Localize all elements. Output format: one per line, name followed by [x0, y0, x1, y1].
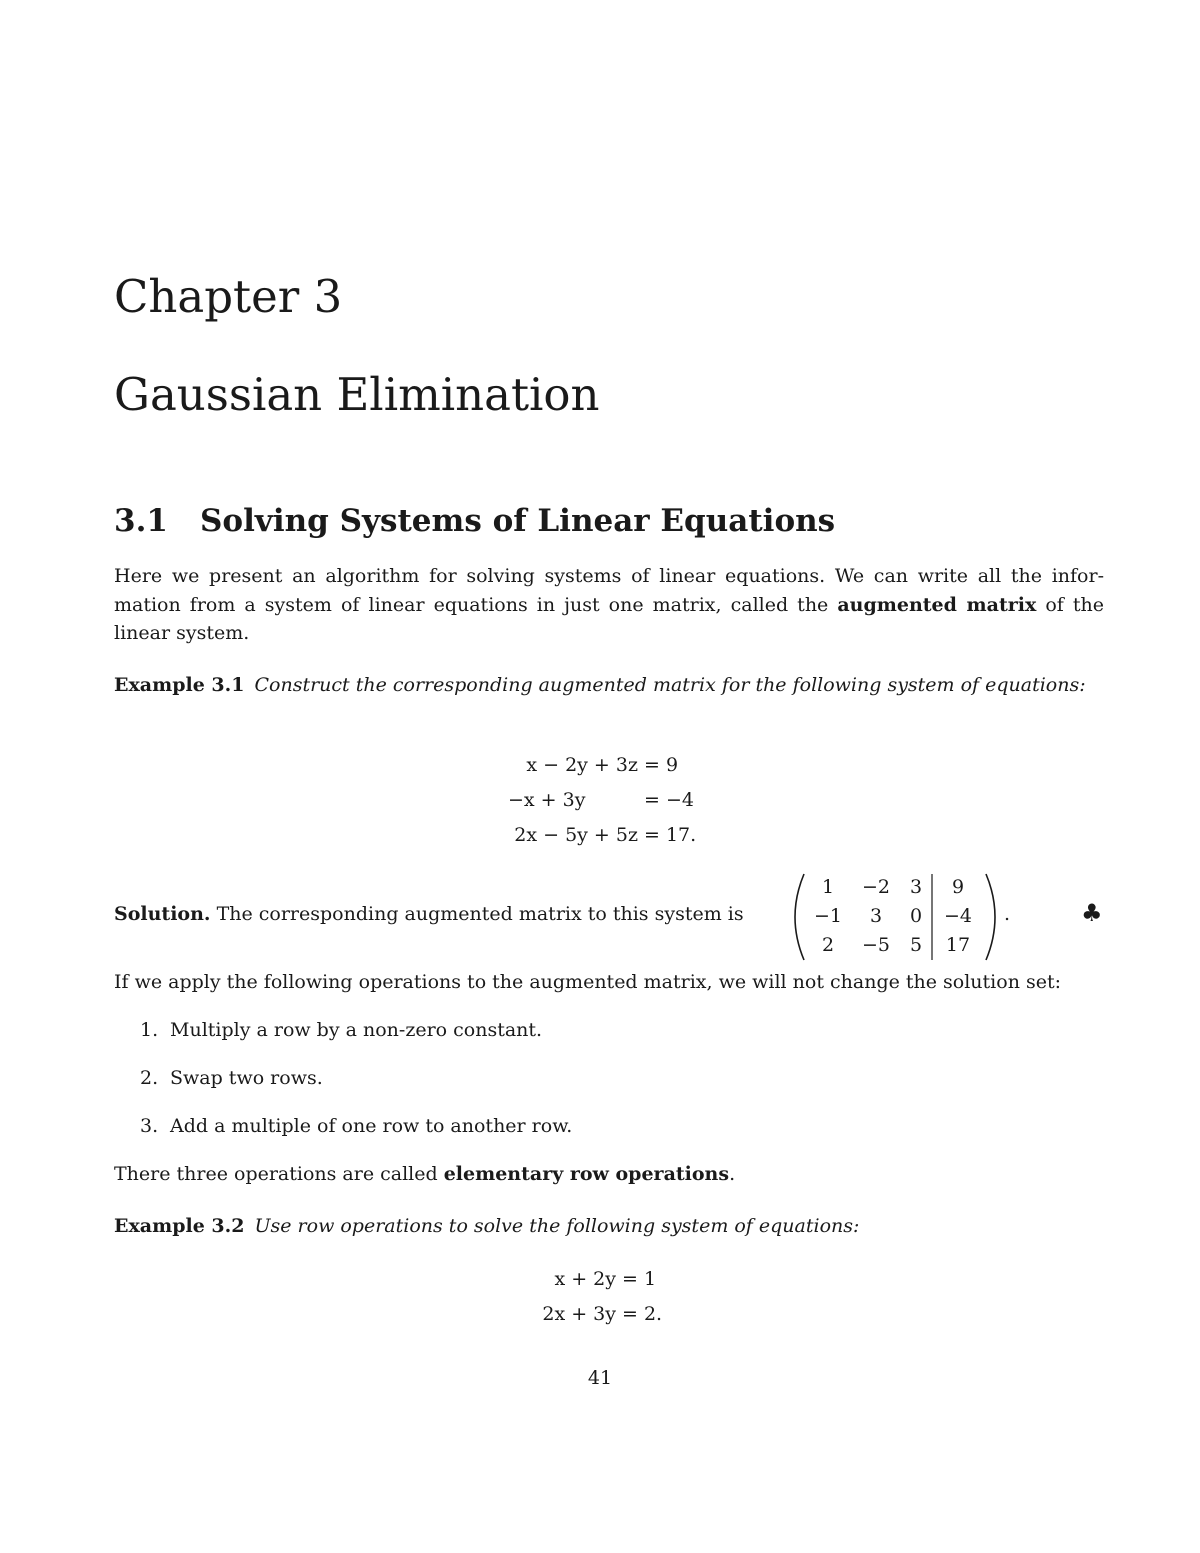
matrix-cell: 9	[951, 876, 965, 898]
augmented-matrix-term: augmented matrix	[837, 593, 1037, 616]
augmented-matrix	[790, 872, 1000, 962]
matrix-cell: −2	[861, 876, 890, 898]
matrix-cell: 5	[909, 934, 923, 956]
example-1-label: Example 3.1	[114, 674, 245, 696]
equation-lhs: 2x + 3y	[542, 1303, 616, 1325]
equation-rhs: = 1	[622, 1268, 657, 1290]
solution-line	[114, 900, 744, 928]
operations-summary	[114, 1160, 735, 1188]
chapter-label: Chapter 3	[114, 270, 343, 323]
operations-intro: If we apply the following operations to the augmented matrix, we will not change the solution set:	[114, 971, 1062, 993]
intro-paragraph	[114, 562, 1104, 648]
list-item-text: Multiply a row by a non-zero constant.	[170, 1019, 543, 1041]
intro-line-3: linear system.	[114, 622, 250, 644]
example-2-equations	[520, 1262, 662, 1332]
club-icon: ♣	[1081, 899, 1103, 927]
equation-row	[520, 1262, 662, 1297]
example-2	[114, 1212, 859, 1240]
equation-rhs: = −4	[644, 789, 694, 811]
intro-line-1: Here we present an algorithm for solving systems of linear equations. We can write all the infor-	[114, 565, 1104, 587]
chapter-title: Gaussian Elimination	[114, 368, 600, 421]
matrix-cell: 3	[909, 876, 923, 898]
intro-line-2	[114, 591, 1104, 620]
section-title: Solving Systems of Linear Equations	[200, 503, 836, 539]
equation-lhs: x + 2y	[554, 1268, 616, 1290]
equation-row	[520, 1297, 662, 1332]
equation-row	[470, 783, 696, 818]
list-item	[140, 1112, 572, 1140]
example-1	[114, 671, 1086, 699]
matrix-period: .	[1004, 903, 1011, 925]
matrix-cell: −4	[943, 905, 972, 927]
example-1-prompt: Construct the corresponding augmented matrix for the following system of equations:	[254, 674, 1086, 696]
equation-lhs: 2x − 5y + 5z	[514, 824, 638, 846]
equation-lhs: x − 2y + 3z	[526, 754, 638, 776]
example-2-label: Example 3.2	[114, 1215, 245, 1237]
equation-row	[470, 818, 696, 853]
equation-lhs: −x + 3y	[508, 789, 586, 811]
summary-tail: .	[729, 1163, 736, 1185]
right-paren	[986, 874, 995, 960]
solution-label: Solution.	[114, 903, 211, 925]
left-paren	[795, 874, 804, 960]
matrix-cell: 0	[909, 905, 923, 927]
matrix-cell: 17	[945, 934, 971, 956]
matrix-cell: −1	[813, 905, 842, 927]
section-heading	[114, 500, 835, 542]
example-1-equations	[470, 748, 696, 853]
equation-row	[470, 748, 696, 783]
equation-rhs: = 9	[644, 754, 679, 776]
equation-rhs: = 17.	[644, 824, 697, 846]
list-item-number: 1.	[140, 1019, 159, 1041]
example-2-prompt: Use row operations to solve the following system of equations:	[254, 1215, 860, 1237]
list-item-text: Add a multiple of one row to another row.	[170, 1115, 573, 1137]
matrix-cell: −5	[861, 934, 890, 956]
equation-rhs: = 2.	[622, 1303, 663, 1325]
matrix-cell: 1	[821, 876, 835, 898]
list-item	[140, 1016, 542, 1044]
list-item-number: 3.	[140, 1115, 159, 1137]
intro-line-2-tail: of the	[1036, 593, 1105, 616]
intro-line-2-text: mation from a system of linear equations in just one matrix, called the	[114, 593, 838, 616]
solution-text: The corresponding augmented matrix to this system is	[216, 903, 744, 925]
section-number: 3.1	[114, 503, 168, 539]
list-item	[140, 1064, 323, 1092]
matrix-cell: 3	[869, 905, 883, 927]
page-number: 41	[587, 1367, 613, 1389]
summary-text: There three operations are called	[114, 1163, 444, 1185]
elementary-row-operations-term: elementary row operations	[443, 1163, 730, 1185]
list-item-number: 2.	[140, 1067, 159, 1089]
list-item-text: Swap two rows.	[170, 1067, 323, 1089]
matrix-cell: 2	[821, 934, 835, 956]
